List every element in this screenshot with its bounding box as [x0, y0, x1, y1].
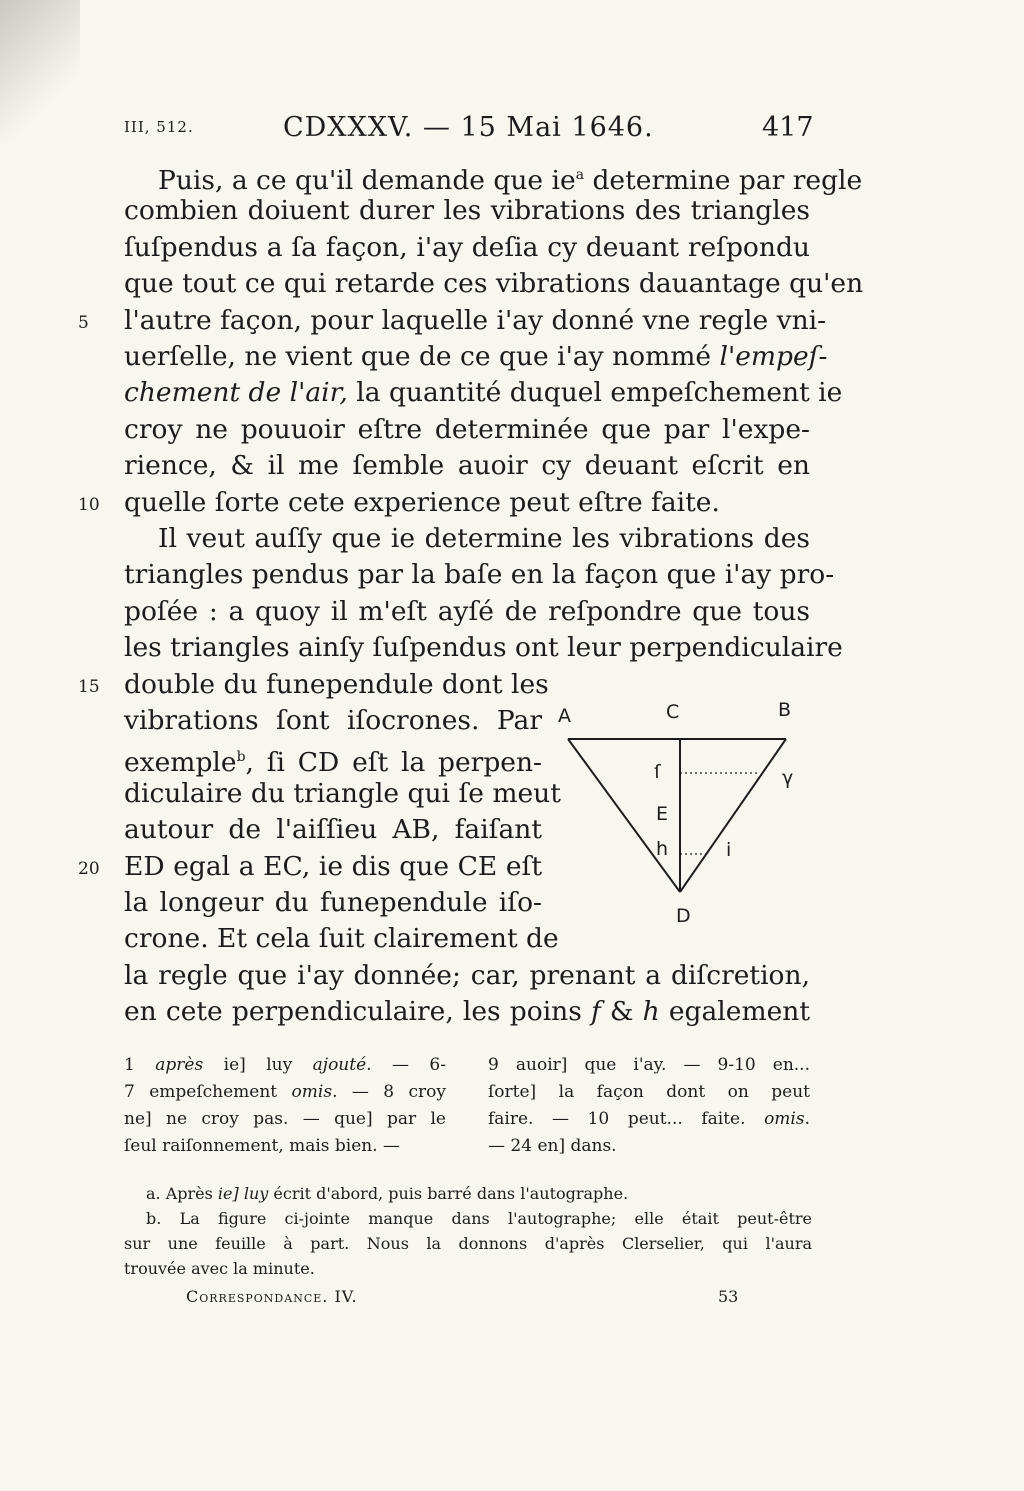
page-shadow	[0, 0, 80, 140]
line-text: diculaire du triangle qui ſe meut	[124, 777, 561, 809]
note-line	[124, 1206, 812, 1231]
note-text: omis	[291, 1082, 333, 1102]
note-text: ie]	[217, 1184, 239, 1203]
line-text: double du funependule dont les	[124, 668, 549, 700]
body-line	[124, 885, 542, 921]
line-text: uerſelle, ne vient que de ce que i'ay nommé	[124, 341, 720, 372]
line-text: Puis, a ce qu'il demande que ie	[158, 164, 576, 196]
page-number: 417	[762, 112, 814, 143]
emphasis: f	[590, 996, 601, 1028]
body-line	[124, 157, 863, 196]
note-line	[124, 1231, 812, 1256]
note-text: 1	[124, 1055, 156, 1075]
note-line	[488, 1052, 810, 1079]
note-text: ie] luy	[203, 1055, 313, 1075]
line-text: la regle que i'ay donnée; car, prenant a diſcretion,	[124, 959, 810, 991]
figure-label-b: B	[778, 699, 792, 721]
note-text: . — 8 croy	[332, 1082, 447, 1102]
body-line	[124, 994, 810, 1030]
line-number: 20	[78, 858, 100, 879]
header-title: CDXXXV. — 15 Mai 1646.	[283, 112, 654, 143]
note-text: 9 auoir] que i'ay. — 9-10 en...	[488, 1055, 810, 1075]
note-text: trouvée avec la minute.	[124, 1259, 315, 1278]
line-text: la quantité duquel empeſchement ie	[347, 377, 843, 409]
body-line	[124, 412, 810, 448]
line-text: la longeur du funependule iſo-	[124, 887, 542, 918]
body-line	[124, 193, 810, 229]
body-line	[124, 594, 810, 630]
emphasis: chement de l'air,	[124, 377, 348, 409]
figure-label-a: A	[558, 705, 571, 727]
note-text: ſeul raiſonnement, mais bien. —	[124, 1136, 401, 1156]
body-line	[124, 958, 810, 994]
note-line	[488, 1079, 810, 1106]
note-text: sur une feuille à part. Nous la donnons d'après Clerselier, qui l'aura	[124, 1234, 812, 1253]
note-text: écrit d'abord, puis barré dans l'autographe.	[268, 1184, 629, 1203]
line-text: autour de l'aiſſieu AB, faiſant	[124, 814, 542, 846]
line-text: quelle ſorte cete experience peut eſtre faite.	[124, 486, 720, 518]
figure-label-c: C	[666, 701, 680, 723]
note-text: a. Après	[146, 1184, 218, 1203]
line-text: ED egal a EC, ie dis que CE eſt	[124, 850, 542, 882]
line-text: crone. Et cela ſuit clairement de	[124, 923, 559, 955]
line-number: 15	[78, 676, 100, 697]
line-text: ſuſpendus a ſa façon, i'ay deſia cy deuant reſpondu	[124, 231, 810, 263]
footer-signature: Correspondance. IV.	[186, 1287, 358, 1306]
note-line	[124, 1133, 446, 1160]
note-text: ne] ne croy pas. — que] par le	[124, 1109, 446, 1129]
line-text: les triangles ainſy ſuſpendus ont leur perpendiculaire	[124, 632, 843, 664]
note-text: omis	[764, 1109, 805, 1129]
line-text: exemple	[124, 747, 237, 779]
emphasis: l'empeſ-	[719, 341, 828, 372]
line-text: egalement	[659, 996, 810, 1028]
body-line	[124, 375, 843, 411]
body-line	[124, 849, 542, 885]
footnote-marker: a	[575, 167, 585, 183]
note-text: faire. — 10 peut... faite.	[488, 1109, 765, 1129]
line-text: &	[600, 996, 643, 1028]
figure-label-i: i	[726, 839, 732, 861]
line-text: en cete perpendiculaire, les poins	[124, 996, 591, 1028]
line-text: croy ne pouuoir eſtre determinée que par l'expe-	[124, 413, 810, 445]
note-line	[488, 1133, 810, 1160]
note-text: b. La figure ci-jointe manque dans l'autographe; elle était peut-être	[146, 1209, 812, 1228]
body-line	[124, 703, 542, 739]
body-line	[124, 557, 835, 593]
line-number: 10	[78, 494, 100, 515]
body-line	[124, 776, 561, 812]
note-line	[488, 1106, 810, 1133]
line-text: rience, & il me ſemble auoir cy deuant eſcrit en	[124, 450, 810, 482]
note-line	[124, 1256, 812, 1281]
figure-label-e: E	[656, 803, 669, 825]
body-line	[124, 630, 843, 666]
line-text: que tout ce qui retarde ces vibrations dauantage qu'en	[124, 268, 864, 300]
emphasis: h	[642, 996, 660, 1028]
line-text: combien doiuent durer les vibrations des triangles	[124, 195, 810, 227]
note-text: ſorte] la façon dont on peut	[488, 1082, 810, 1102]
note-text: 7 empeſchement	[124, 1082, 292, 1102]
body-line	[124, 485, 810, 521]
note-line	[124, 1052, 446, 1079]
body-line	[124, 448, 810, 484]
body-line	[124, 230, 810, 266]
figure-label-h: h	[656, 838, 669, 860]
line-number: 5	[78, 312, 89, 333]
body-line	[124, 303, 827, 339]
line-text: poſée : a quoy il m'eſt ayſé de reſpondre que tous	[124, 595, 810, 627]
body-line	[124, 339, 828, 375]
figure-label-gamma: γ	[782, 767, 794, 789]
figure-label-d: D	[676, 905, 691, 927]
line-text: Il veut auſſy que ie determine les vibrations des	[158, 523, 810, 554]
header-reference: III, 512.	[124, 118, 194, 136]
body-line	[124, 667, 549, 703]
figure-label-f: ſ	[654, 761, 661, 783]
note-text: . — 6-	[366, 1055, 446, 1075]
line-text: l'autre façon, pour laquelle i'ay donné vne regle vni-	[124, 304, 827, 336]
body-line	[124, 739, 542, 779]
footnotes	[124, 1181, 812, 1281]
body-line	[124, 812, 542, 848]
variants-right-column	[488, 1052, 810, 1160]
body-line	[124, 521, 810, 557]
line-text: determine par regle	[584, 164, 863, 196]
note-line	[124, 1181, 812, 1206]
note-text: après	[155, 1055, 204, 1075]
variants-left-column	[124, 1052, 446, 1160]
body-line	[124, 921, 559, 957]
note-text: ajouté	[312, 1055, 367, 1075]
line-text: triangles pendus par la baſe en la façon que i'ay pro-	[124, 559, 835, 591]
line-text: vibrations ſont iſocrones. Par	[124, 705, 542, 736]
note-line	[124, 1106, 446, 1133]
footnote-marker: b	[236, 749, 246, 766]
note-text: — 24 en] dans.	[488, 1136, 617, 1156]
footer-sheet-number: 53	[718, 1287, 739, 1306]
note-text: .	[804, 1109, 810, 1129]
body-line	[124, 266, 864, 302]
triangle-figure	[548, 694, 818, 934]
note-line	[124, 1079, 446, 1106]
note-text: luy	[243, 1184, 269, 1203]
line-text: , ſi CD eſt la perpen-	[245, 747, 542, 779]
